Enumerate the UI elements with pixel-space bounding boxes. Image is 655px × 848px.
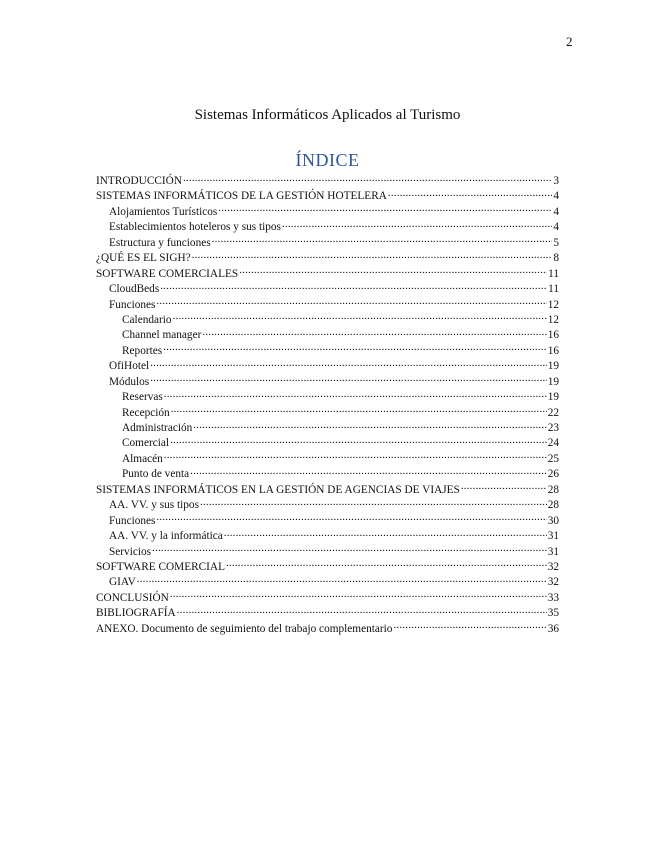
toc-entry-page: 16 — [547, 344, 559, 357]
toc-entry[interactable] — [96, 434, 559, 449]
toc-entry-page: 8 — [553, 252, 559, 265]
toc-entry[interactable] — [96, 404, 559, 419]
toc-entry-title: GIAV — [109, 576, 136, 589]
toc-entry-page: 12 — [547, 298, 559, 311]
toc-leader-dots — [183, 172, 552, 184]
toc-entry[interactable] — [96, 481, 559, 496]
toc-entry-title: Reportes — [122, 344, 163, 357]
toc-entry-title: Comercial — [122, 437, 170, 450]
toc-entry-title: Funciones — [109, 514, 156, 527]
toc-entry[interactable] — [96, 203, 559, 218]
toc-entry-title: BIBLIOGRAFÍA — [96, 607, 176, 620]
toc-entry-title: OfiHotel — [109, 360, 150, 373]
toc-leader-dots — [461, 481, 547, 493]
toc-entry[interactable] — [96, 187, 559, 202]
toc-leader-dots — [173, 311, 547, 323]
toc-entry[interactable] — [96, 573, 559, 588]
toc-leader-dots — [218, 203, 552, 215]
toc-entry-page: 35 — [547, 607, 559, 620]
toc-leader-dots — [224, 527, 547, 539]
toc-entry[interactable] — [96, 342, 559, 357]
toc-entry-title: Almacén — [122, 452, 163, 465]
toc-entry[interactable] — [96, 249, 559, 264]
toc-entry[interactable] — [96, 388, 559, 403]
toc-entry-title: Reservas — [122, 391, 163, 404]
toc-entry[interactable] — [96, 512, 559, 527]
toc-leader-dots — [190, 465, 547, 477]
toc-entry-title: Establecimientos hoteleros y sus tipos — [109, 221, 281, 234]
toc-entry-title: Channel manager — [122, 329, 202, 342]
toc-entry-page: 28 — [547, 483, 559, 496]
toc-entry-page: 30 — [547, 514, 559, 527]
toc-leader-dots — [226, 558, 547, 570]
toc-leader-dots — [160, 280, 547, 292]
toc-entry-page: 26 — [547, 468, 559, 481]
toc-heading: ÍNDICE — [295, 150, 360, 170]
toc-entry[interactable] — [96, 296, 559, 311]
toc-leader-dots — [137, 573, 547, 585]
toc-entry-page: 36 — [547, 622, 559, 635]
toc-entry-title: Recepción — [122, 406, 170, 419]
toc-entry[interactable] — [96, 280, 559, 295]
toc-entry-page: 19 — [547, 375, 559, 388]
toc-entry-page: 31 — [547, 530, 559, 543]
toc-leader-dots — [150, 373, 547, 385]
toc-entry-title: Servicios — [109, 545, 152, 558]
toc-entry-title: SOFTWARE COMERCIAL — [96, 560, 225, 573]
toc-entry[interactable] — [96, 465, 559, 480]
document-title: Sistemas Informáticos Aplicados al Turismo — [194, 107, 461, 123]
toc-entry-page: 11 — [548, 267, 559, 280]
toc-leader-dots — [393, 620, 546, 632]
toc-entry-title: Estructura y funciones — [109, 236, 211, 249]
toc-leader-dots — [150, 357, 547, 369]
toc-entry-title: Alojamientos Turísticos — [109, 205, 218, 218]
toc-entry-title: Administración — [122, 422, 193, 434]
toc-entry-title: SISTEMAS INFORMÁTICOS DE LA GESTIÓN HOTELERA — [96, 190, 387, 203]
toc-entry[interactable] — [96, 558, 559, 573]
toc-entry-page: 4 — [553, 190, 559, 203]
toc-leader-dots — [170, 589, 547, 601]
toc-entry-page: 32 — [547, 576, 559, 589]
toc-entry-title: Calendario — [122, 313, 172, 326]
toc-entry-title: INTRODUCCIÓN — [96, 175, 182, 187]
toc-leader-dots — [156, 296, 546, 308]
toc-leader-dots — [164, 450, 547, 462]
toc-entry[interactable] — [96, 604, 559, 619]
toc-entry-page: 32 — [547, 560, 559, 573]
toc-entry-page: 3 — [553, 175, 559, 187]
toc-entry-page: 31 — [547, 545, 559, 558]
toc-entry-page: 11 — [548, 283, 559, 296]
toc-leader-dots — [156, 512, 546, 524]
toc-entry-title: CloudBeds — [109, 283, 160, 296]
toc-entry[interactable] — [96, 589, 559, 604]
toc-entry[interactable] — [96, 419, 559, 434]
toc-entry-title: Funciones — [109, 298, 156, 311]
toc-entry[interactable] — [96, 234, 559, 249]
toc-entry-title: ANEXO. Documento de seguimiento del trabajo complementario — [96, 622, 393, 635]
toc-entry[interactable] — [96, 527, 559, 542]
toc-entry-page: 12 — [547, 313, 559, 326]
toc-entry-page: 5 — [553, 236, 559, 249]
toc-entry-page: 4 — [553, 205, 559, 218]
toc-leader-dots — [193, 419, 546, 431]
toc-entry[interactable] — [96, 620, 559, 635]
toc-leader-dots — [177, 604, 547, 616]
toc-entry[interactable] — [96, 357, 559, 372]
toc-entry[interactable] — [96, 450, 559, 465]
toc-entry-page: 28 — [547, 499, 559, 512]
toc-entry[interactable] — [96, 265, 559, 280]
toc-entry-title: SOFTWARE COMERCIALES — [96, 267, 239, 280]
toc-entry-page: 24 — [547, 437, 559, 450]
toc-entry[interactable] — [96, 373, 559, 388]
toc-entry-title: CONCLUSIÓN — [96, 591, 169, 604]
toc-entry[interactable] — [96, 326, 559, 341]
toc-entry[interactable] — [96, 172, 559, 187]
toc-entry[interactable] — [96, 311, 559, 326]
toc-entry-page: 33 — [547, 591, 559, 604]
toc-entry-title: Punto de venta — [122, 468, 190, 481]
table-of-contents — [96, 172, 559, 635]
toc-entry-page: 19 — [547, 360, 559, 373]
toc-entry-title: SISTEMAS INFORMÁTICOS EN LA GESTIÓN DE AGENCIAS DE VIAJES — [96, 483, 460, 496]
toc-leader-dots — [152, 543, 547, 555]
toc-leader-dots — [212, 234, 553, 246]
toc-leader-dots — [163, 342, 547, 354]
toc-entry-page: 16 — [547, 329, 559, 342]
toc-entry-page: 22 — [547, 406, 559, 419]
toc-leader-dots — [164, 388, 547, 400]
toc-entry-page: 4 — [553, 221, 559, 234]
toc-leader-dots — [171, 404, 547, 416]
toc-leader-dots — [388, 187, 552, 199]
toc-entry[interactable] — [96, 496, 559, 511]
toc-entry[interactable] — [96, 218, 559, 233]
toc-leader-dots — [239, 265, 547, 277]
toc-leader-dots — [170, 434, 547, 446]
toc-entry-title: Módulos — [109, 375, 150, 388]
toc-entry[interactable] — [96, 543, 559, 558]
toc-entry-page: 19 — [547, 391, 559, 404]
toc-entry-title: ¿QUÉ ES EL SIGH? — [96, 252, 191, 265]
toc-entry-title: AA. VV. y la informática — [109, 530, 223, 543]
page-number: 2 — [566, 34, 573, 49]
toc-leader-dots — [200, 496, 547, 508]
toc-entry-title: AA. VV. y sus tipos — [109, 499, 199, 512]
toc-entry-page: 25 — [547, 452, 559, 465]
toc-entry-page: 23 — [547, 422, 559, 434]
toc-leader-dots — [202, 326, 546, 338]
toc-leader-dots — [282, 218, 552, 230]
toc-leader-dots — [192, 249, 553, 261]
